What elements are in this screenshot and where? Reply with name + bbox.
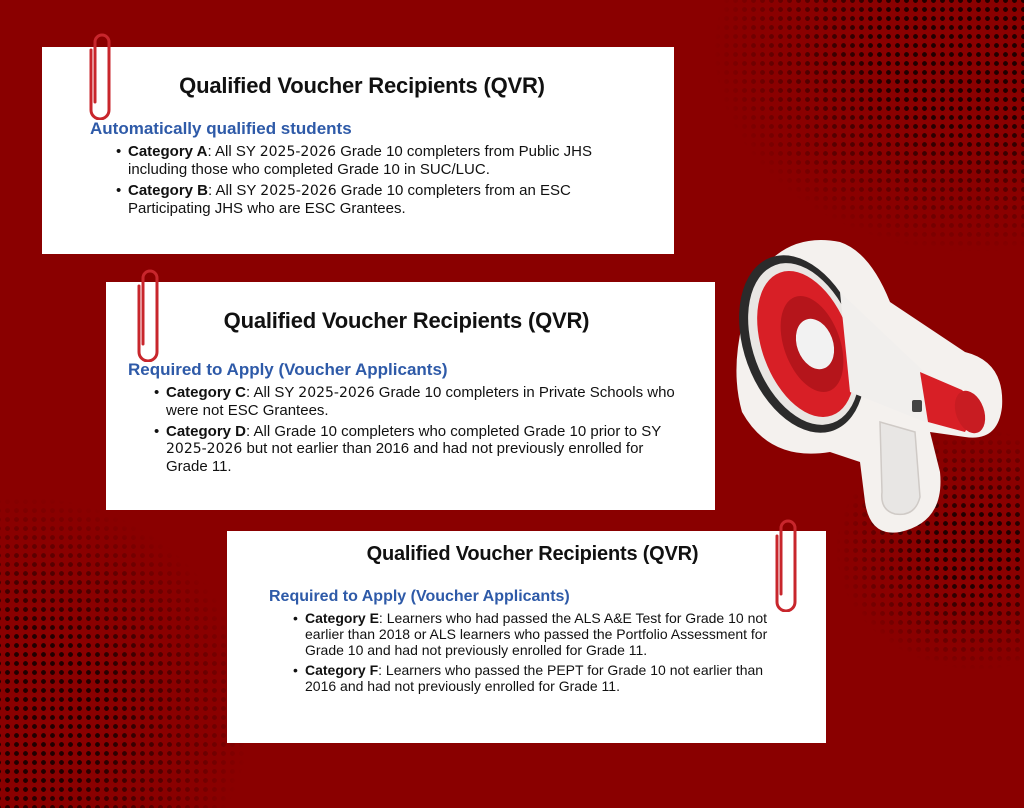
halftone-pattern-top-right xyxy=(704,0,1024,260)
list-item-category-b: • Category B: All SY 2025-2026 Grade 10 completers from an ESC Participating JHS who are ESC Grantees. xyxy=(128,182,634,217)
megaphone-icon xyxy=(730,232,1010,542)
qvr-card-apply-cd xyxy=(106,282,715,510)
list-item-category-e: • Category E: Learners who had passed the ALS A&E Test for Grade 10 not earlier than 2018 or ALS learners who passed the Portfolio Assessment for Grade 10 and had not previously enrolled for Grade 11. xyxy=(305,610,796,658)
list-item-category-c: • Category C: All SY 2025-2026 Grade 10 completers in Private Schools who were not ESC Grantees. xyxy=(166,384,685,419)
category-list xyxy=(90,143,634,217)
card-subtitle: Required to Apply (Voucher Applicants) xyxy=(269,588,570,605)
halftone-pattern-bottom-left xyxy=(0,488,260,808)
category-list xyxy=(128,384,685,475)
qvr-card-automatic xyxy=(42,47,674,254)
list-item-category-d: • Category D: All Grade 10 completers who completed Grade 10 prior to SY 2025-2026 but not earlier than 2016 and had not previously enrolled for Grade 11. xyxy=(166,423,685,475)
list-item-category-a: • Category A: All SY 2025-2026 Grade 10 completers from Public JHS including those who completed Grade 10 in SUC/LUC. xyxy=(128,143,634,178)
list-item-category-f: • Category F: Learners who passed the PEPT for Grade 10 not earlier than 2016 and had not previously enrolled for Grade 11. xyxy=(305,662,796,694)
card-subtitle: Required to Apply (Voucher Applicants) xyxy=(128,360,448,379)
card-title: Qualified Voucher Recipients (QVR) xyxy=(366,543,699,565)
paperclip-icon xyxy=(134,264,164,362)
card-title: Qualified Voucher Recipients (QVR) xyxy=(223,308,590,333)
qvr-card-apply-ef xyxy=(227,531,826,743)
card-subtitle: Automatically qualified students xyxy=(90,119,352,138)
category-list xyxy=(269,610,796,694)
card-title: Qualified Voucher Recipients (QVR) xyxy=(179,73,545,98)
paperclip-icon xyxy=(86,28,116,120)
